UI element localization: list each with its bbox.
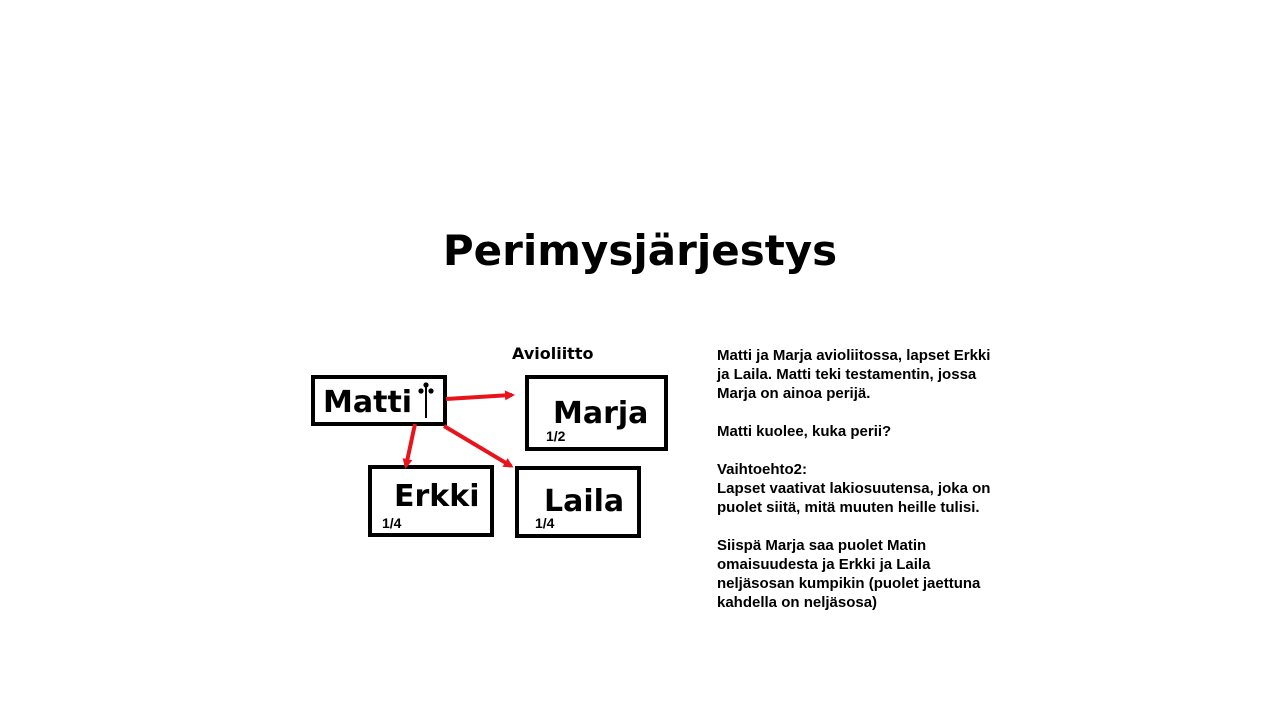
arrow-matti-to-marja (446, 395, 512, 399)
explanation-question: Matti kuolee, kuka perii? (717, 423, 892, 440)
explanation-paragraph: Vaihtoehto2: Lapset vaativat lakiosuutensa, joka on puolet siitä, mitä muuten heille tulisi. (717, 461, 991, 516)
explanation-text (717, 346, 1017, 631)
explanation-paragraph: Matti ja Marja avioliitossa, lapset Erkki ja Laila. Matti teki testamentin, jossa Marja on ainoa perijä. (717, 347, 991, 402)
person-name: Erkki (394, 479, 480, 514)
person-name: Matti (323, 385, 413, 420)
person-box-erkki (370, 467, 492, 535)
explanation-conclusion: Siispä Marja saa puolet Matin omaisuudesta ja Erkki ja Laila neljäsosan kumpikin (puolet jaettuna kahdella on neljäsosa) (717, 537, 981, 611)
arrow-matti-to-laila (444, 426, 511, 466)
relation-label: Avioliitto (512, 344, 594, 363)
arrow-matti-to-erkki (406, 424, 415, 466)
person-box-matti (313, 377, 445, 424)
person-name: Marja (553, 396, 649, 431)
person-name: Laila (544, 484, 625, 519)
person-box-marja (527, 377, 666, 449)
person-box-laila (517, 468, 639, 536)
inheritance-share: 1/4 (535, 515, 555, 531)
inheritance-share: 1/4 (382, 515, 402, 531)
slide-title: Perimysjärjestys (442, 226, 838, 275)
inheritance-share: 1/2 (546, 428, 566, 444)
